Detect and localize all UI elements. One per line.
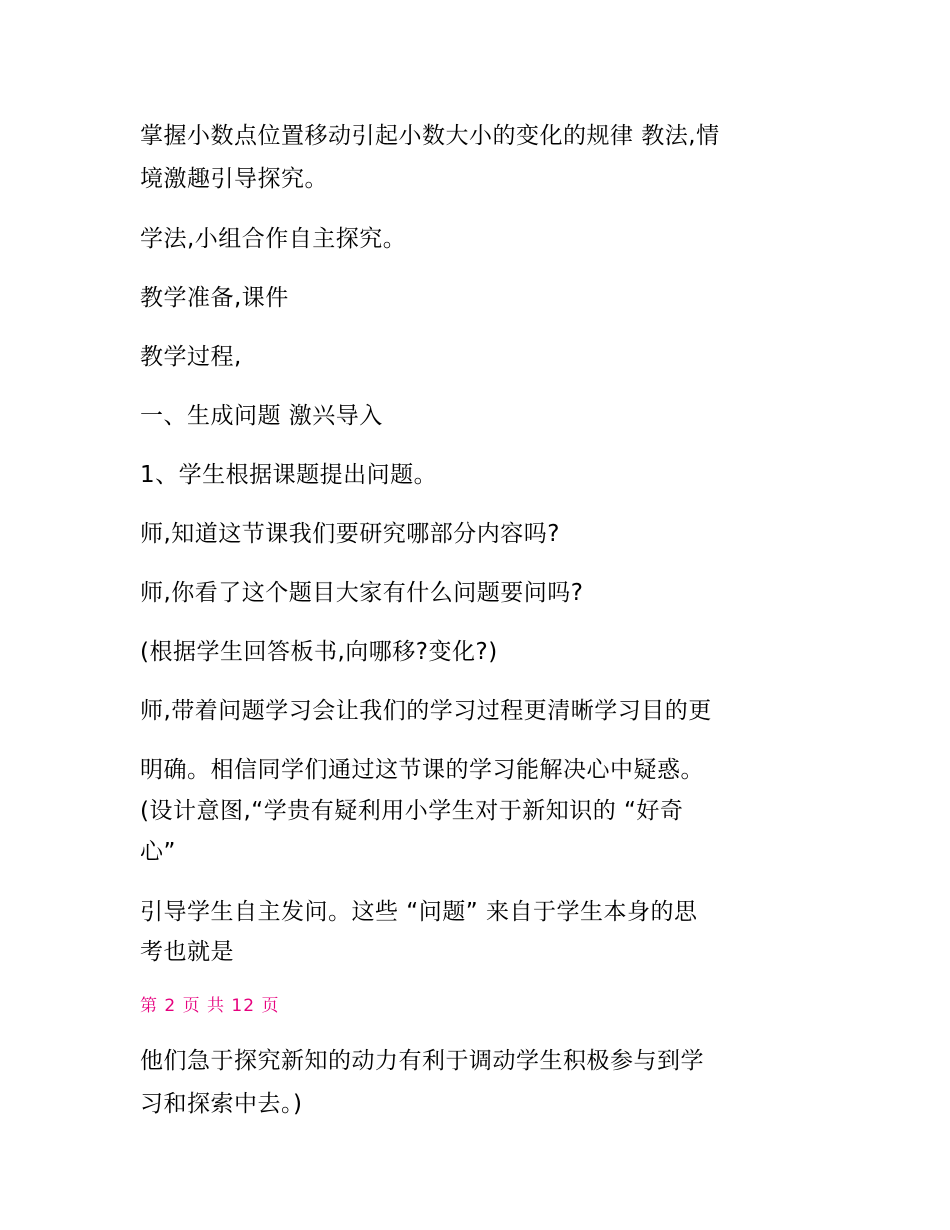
section-heading: 一、生成问题 激兴导入: [140, 403, 383, 429]
paragraph-line: 掌握小数点位置移动引起小数大小的变化的规律 教法,情: [140, 123, 720, 149]
paragraph-line: 教学准备,课件: [140, 285, 289, 311]
paragraph-line: (根据学生回答板书,向哪移?变化?): [140, 639, 498, 665]
paragraph-line: 师,带着问题学习会让我们的学习过程更清晰学习目的更: [140, 698, 712, 724]
paragraph-line: 境激趣引导探究。: [140, 166, 328, 192]
paragraph-line: 师,你看了这个题目大家有什么问题要问吗?: [140, 580, 584, 606]
paragraph-line: 他们急于探究新知的动力有利于调动学生积极参与到学: [140, 1048, 704, 1074]
paragraph-line: 习和探索中去。): [140, 1091, 303, 1117]
paragraph-line: 学法,小组合作自主探究。: [140, 226, 407, 252]
paragraph-line: 心”: [140, 839, 176, 865]
paragraph-line: 师,知道这节课我们要研究哪部分内容吗?: [140, 521, 561, 547]
page-number-footer: 第 2 页 共 12 页: [140, 996, 280, 1016]
paragraph-line: 引导学生自主发问。这些 “问题” 来自于学生本身的思: [140, 899, 698, 925]
paragraph-line: 1、学生根据课题提出问题。: [140, 462, 438, 488]
paragraph-line: 考也就是: [140, 939, 234, 965]
paragraph-line: 明确。相信同学们通过这节课的学习能解决心中疑惑。: [140, 757, 704, 783]
paragraph-line: 教学过程,: [140, 344, 242, 370]
paragraph-line: (设计意图,“学贵有疑利用小学生对于新知识的 “好奇: [140, 798, 684, 824]
